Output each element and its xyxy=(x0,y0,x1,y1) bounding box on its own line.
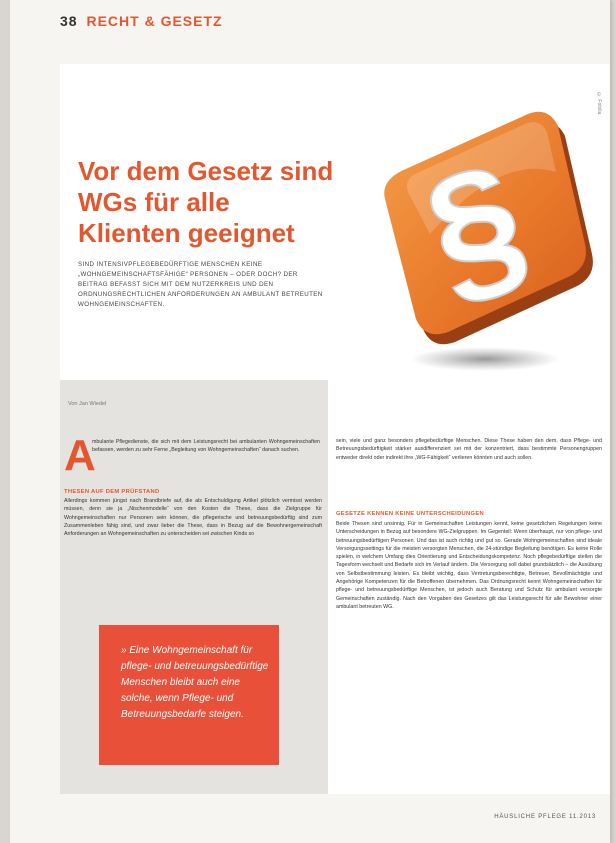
paragraph-sign-glyph: § xyxy=(405,127,546,326)
magazine-page xyxy=(10,0,610,843)
drop-cap: A xyxy=(64,431,96,480)
article-lead: SIND INTENSIVPFLEGEBEDÜRFTIGE MENSCHEN KEINE „WOHNGEMEINSCHAFTSFÄHIGE“ PERSONEN – ODER DOCH? DER BEITRAG BEFASST SICH MIT DEM NUTZERKREIS UND DEN ORDNUNGSRECHTLICHEN ANFORDERUNGEN AN AMBULANT BETREUTEN WOHNGEMEINSCHAFTEN. xyxy=(78,261,323,308)
page-footer: HÄUSLICHE PFLEGE 11.2013 xyxy=(494,814,596,820)
page-number: 38 xyxy=(60,13,78,29)
page-header xyxy=(60,13,223,29)
paragraph-1: Allerdings kommen jüngst nach Brandbriefe auf, die als Entschuldigung Artikel plötzlich vermisst werden müssen, denn sie ja „Nischenmodelle“ von den Kosten die These, dass die Zielgruppe für Wohngemeinschaften nur Personen sein können, die pflegerische und betreuungsbedürftig sind zum Zusammenleben fähig sind, und zwar lieber die These, dass in Bezug auf die Bewohnergemeinschaft Anforderungen an Wohngemeinschaften zu unterscheiden sei zwischen Kinds so xyxy=(64,498,322,538)
photo-credit: © Fotolia xyxy=(596,92,602,115)
paragraph-sign-icon xyxy=(360,84,600,384)
section-title: RECHT & GESETZ xyxy=(86,13,223,29)
pull-quote: » Eine Wohngemeinschaft für pflege- und betreuungsbedürftige Menschen bleibt auch eine solche, wenn Pflege- und Betreuungsbedarfe steigen. xyxy=(121,645,269,720)
hero-section xyxy=(60,64,610,380)
right-column xyxy=(328,380,610,794)
paragraph-3: Beide Thesen sind unsinnig. Für in Gemeinschaften Leistungen kennt, keine gesetzlichen Regelungen keine Unterscheidungen in Bezug auf besondere WG-Zielgruppen. Im Gegenteil: Wenn überhaupt, nur von pflege- und betreuungsbedürftigen Personen. Und das ist auch richtig und gut so. Gerade Wohngemeinschaften sind ideale Versorgungssettings für die meisten versorgten Menschen, die 24-stündige Begleitung benötigen. Es keine Rolle spielen, in welchem Umfang dies Orientierung und Entscheidungskompetenz. Noch pflegebedürftige stellen die Tagesform wechselt und Bedarfe sich im Verlauf ändern. Die Versorgung soll dabei grundsätzlich – die Ausübung von Selbstbestimmung leisten. Es bleibt wichtig, dass Vertretungsberechtigte, Betreuer, Bevollmächtigte und Angehörige Kompetenzen für die Betroffenen übernehmen. Das Ordnungsrecht kennt Wohngemeinschaften für pflege- und betreuungsbedürftige Menschen, ist jedoch auch Beratung und Schutz für ambulant versorgte Gemeinschaften zuständig. Nach den Vorgaben des Gesetzes gilt das Leistungsrecht für alle Bewohner einer ambulant betreuten WG. xyxy=(336,521,602,610)
left-column xyxy=(60,380,328,794)
subheading-1: THESEN AUF DEM PRÜFSTAND xyxy=(64,489,160,495)
subheading-2: GESETZE KENNEN KEINE UNTERSCHEIDUNGEN xyxy=(336,511,484,517)
article-title: Vor dem Gesetz sind WGs für alle Klienten geeignet xyxy=(78,156,334,248)
author-line: Von Jan Wiedel xyxy=(68,401,107,407)
intro-paragraph: mbulante Pflegedienste, die sich mit dem Leistungsrecht bei ambulanten Wohngemeinschaften befassen, werden zu sehr Ferne „Begleitung von Wohngemeinschaften“ danach suchen. xyxy=(92,439,320,454)
pull-quote-box xyxy=(99,625,279,765)
article-body xyxy=(60,380,610,794)
paragraph-2: sein, viele und ganz besonders pflegebedürftige Menschen. Diese These haben den dem, dass Pflege- und Betreuungsbedürftigkeit stärker ausdifferenziert sei mit der konzentriert, dass bestimmte Personengruppen entweder direkt oder indirekt ihre „WG-Fähigkeit“ verlieren könnten und auch sollen. xyxy=(336,438,602,461)
